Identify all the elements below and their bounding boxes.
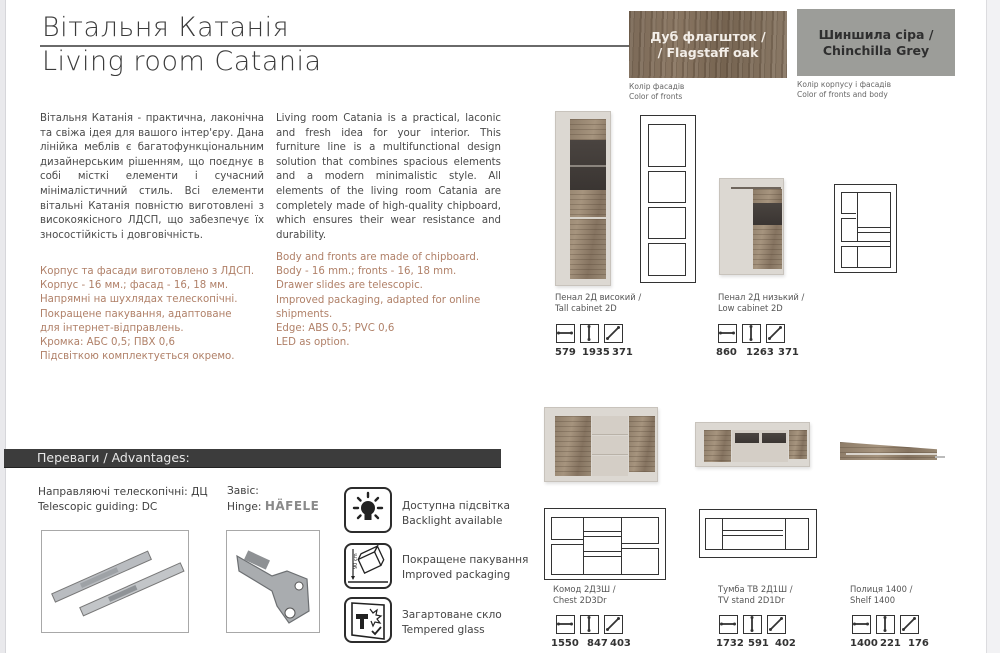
depth-value: 402: [775, 638, 796, 649]
caption-ua: Колір корпусу і фасадів: [797, 80, 891, 89]
height-value: 1263: [746, 347, 774, 358]
product-name-ua: Тумба ТВ 2Д1Ш /: [718, 584, 793, 594]
width-icon: [852, 615, 871, 634]
height-value: 591: [748, 638, 769, 649]
page-title-en: Living room Catania: [42, 46, 322, 77]
tall-cabinet-drawing: [640, 115, 696, 283]
product-name-ua: Пенал 2Д високий /: [555, 292, 642, 302]
packaging-feature-text: [402, 553, 528, 583]
height-value: 221: [880, 638, 901, 649]
backlight-feature-text: [402, 499, 510, 529]
width-value: 1732: [716, 638, 744, 649]
height-icon: [580, 324, 599, 343]
depth-icon: [900, 615, 919, 634]
chest-photo: [544, 407, 658, 482]
dimension-values-tall-cabinet: [555, 347, 633, 358]
product-label-chest: [553, 584, 616, 606]
shelf-edge: [935, 456, 945, 458]
product-name-en: Low cabinet 2D: [718, 303, 783, 313]
product-name-en: TV stand 2D1Dr: [718, 595, 785, 605]
guiding-ua: Направляючі телескопічні: ДЦ: [38, 486, 208, 498]
spec-line: Improved packaging, adapted for online: [276, 294, 481, 306]
product-label-low-cabinet: [718, 292, 804, 314]
description-ua: Вітальня Катанія - практична, лаконічна та свіжа ідея для вашого інтер'єру. Дана лінійка меблів є багатофункціональним дизайнерським рішенням, що поєднує в собі місткі елементи і сучасний мінімалістичний стиль. Всі елементи вітальні Катанія повністю виготовлені з високоякісного ЛДСП, що забезпечує їх зносостійкість і довговічність.: [40, 113, 264, 241]
height-icon: [580, 615, 599, 634]
depth-value: 371: [778, 347, 799, 358]
product-name-en: Tall cabinet 2D: [555, 303, 617, 313]
depth-value: 403: [610, 638, 631, 649]
hinge-photo: [226, 530, 320, 633]
description-en: Living room Catania is a practical, laconic and fresh idea for your interior. This furniture line is a multifunctional design solution that combines spacious elements and a modern minimalistic style. All elements of the living room Catania are completely made of high-quality chipboard, which ensures their wear resistance and durability.: [276, 113, 501, 241]
feature-ua: Доступна підсвітка: [402, 500, 511, 512]
caption-en: Color of fronts and body: [797, 90, 888, 99]
spec-line: Покращене пакування, адаптоване: [40, 308, 232, 320]
tv-stand-drawing: [699, 509, 817, 558]
width-value: 860: [716, 347, 737, 358]
product-label-tv-stand: [718, 584, 793, 606]
swatch-name-en: / Flagstaff oak: [657, 44, 759, 60]
height-icon: [743, 615, 762, 634]
width-icon: [718, 324, 737, 343]
telescopic-guiding-text: [38, 485, 208, 514]
swatch-name-ua: Дуб флагшток /: [650, 28, 766, 44]
width-icon: [556, 324, 575, 343]
tempered-glass-feature-text: [402, 608, 502, 638]
spec-line: Корпус - 16 мм.; фасад - 16, 18 мм.: [40, 280, 229, 292]
height-icon: [876, 615, 895, 634]
width-value: 1550: [551, 638, 579, 649]
tall-cabinet-photo: [555, 111, 611, 286]
telescopic-slides-photo: [41, 530, 189, 633]
swatch-caption-grey: [797, 80, 891, 100]
hafele-logo: HÄFELE: [264, 498, 320, 513]
feature-ua: Покращене пакування: [402, 554, 529, 566]
chest-drawing: [544, 508, 666, 580]
spec-line: Body and fronts are made of chipboard.: [276, 252, 480, 263]
advantages-title: Переваги / Advantages:: [37, 450, 190, 465]
depth-value: 176: [908, 638, 929, 649]
dimensions-chest: [556, 615, 623, 634]
spec-line: Напрямні на шухлядах телескопічні.: [40, 294, 238, 306]
depth-icon: [766, 324, 785, 343]
spec-line: Edge: ABS 0,5; PVC 0,6: [276, 323, 395, 335]
hinge-en: Hinge:: [227, 500, 262, 513]
spec-line: LED as option.: [276, 337, 350, 349]
specs-en: [276, 251, 506, 350]
spec-line: для інтернет-відправлень.: [40, 322, 184, 334]
height-value: 1935: [582, 347, 610, 358]
product-label-shelf: [850, 584, 912, 606]
swatch-name-en: Chinchilla Grey: [822, 42, 930, 58]
caption-en: Color of fronts: [629, 92, 683, 101]
spec-line: Підсвіткою комплектується окремо.: [40, 351, 235, 363]
spec-line: Body - 16 mm.; fronts - 16, 18 mm.: [276, 266, 457, 278]
guiding-en: Telescopic guiding: DC: [38, 500, 158, 513]
feature-en: Backlight available: [402, 515, 503, 527]
caption-ua: Колір фасадів: [629, 82, 685, 91]
depth-icon: [604, 324, 623, 343]
depth-value: 371: [612, 347, 633, 358]
feature-en: Improved packaging: [402, 569, 511, 581]
dimensions-tall-cabinet: [556, 324, 623, 343]
width-icon: [556, 615, 575, 634]
dimensions-low-cabinet: [718, 324, 785, 343]
width-value: 579: [555, 347, 576, 358]
spec-line: Кромка: АБС 0,5; ПВХ 0,6: [40, 337, 175, 349]
tv-stand-photo: [695, 422, 810, 467]
height-value: 847: [587, 638, 608, 649]
spec-line: Drawer slides are telescopic.: [276, 280, 423, 292]
product-name-ua: Полиця 1400 /: [850, 584, 913, 594]
dimension-values-chest: [551, 638, 631, 649]
swatch-chinchilla-grey: [797, 9, 955, 76]
width-value: 1400: [850, 638, 878, 649]
height-icon: [742, 324, 761, 343]
low-cabinet-photo: [719, 178, 784, 275]
tempered-glass-icon: [344, 597, 392, 643]
dimension-values-low-cabinet: [716, 347, 799, 358]
hinge-text: [227, 484, 319, 514]
hinge-ua: Завіс:: [227, 485, 259, 497]
product-name-en: Shelf 1400: [850, 595, 896, 605]
swatch-caption-oak: [629, 82, 684, 102]
swatch-flagstaff-oak: [629, 11, 787, 78]
product-name-ua: Комод 2Д3Ш /: [553, 584, 616, 594]
page-left-edge: [0, 0, 6, 653]
depth-icon: [767, 615, 786, 634]
feature-ua: Загартоване скло: [402, 609, 502, 621]
dimensions-shelf: [852, 615, 919, 634]
lightbulb-icon: [344, 487, 392, 533]
shelf-photo: [840, 442, 937, 460]
feature-en: Tempered glass: [402, 624, 485, 636]
package-icon: [344, 543, 392, 589]
depth-icon: [604, 615, 623, 634]
product-name-ua: Пенал 2Д низький /: [718, 292, 805, 302]
dimension-values-shelf: [850, 638, 929, 649]
spec-line: shipments.: [276, 308, 333, 320]
swatch-name-ua: Шиншила сіра /: [818, 26, 934, 42]
product-name-en: Chest 2D3Dr: [553, 595, 607, 605]
dimension-values-tv-stand: [716, 638, 796, 649]
product-label-tall-cabinet: [555, 292, 641, 314]
dimensions-tv-stand: [719, 615, 786, 634]
svg-text:90 cm: 90 cm: [353, 553, 359, 569]
page-scrollbar[interactable]: [986, 0, 1000, 653]
advantages-header-bar: [4, 449, 501, 468]
specs-ua: [40, 265, 270, 364]
width-icon: [719, 615, 738, 634]
page-title-ua: Вітальня Катанія: [42, 12, 290, 43]
spec-line: Корпус та фасади виготовлено з ЛДСП.: [40, 266, 255, 277]
low-cabinet-drawing: [834, 184, 897, 273]
